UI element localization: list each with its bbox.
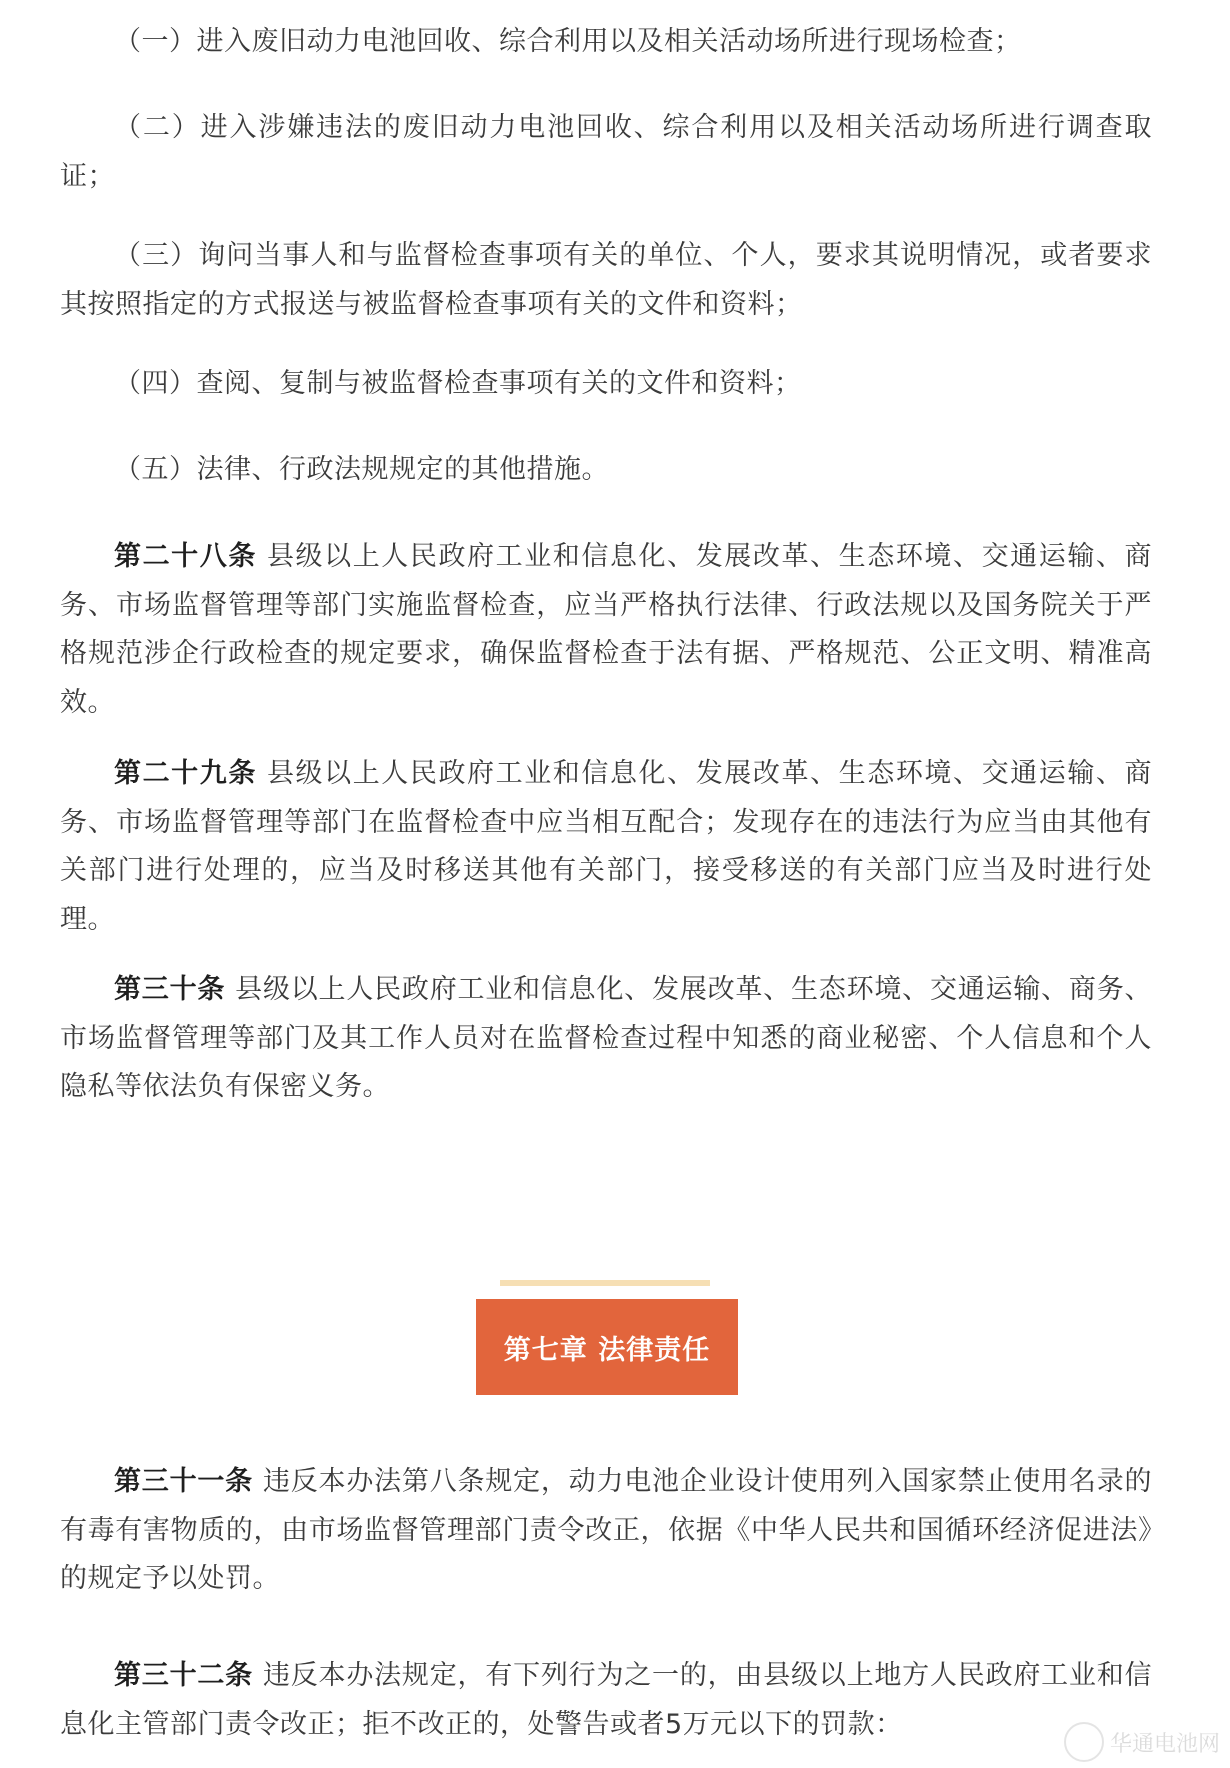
article-30 xyxy=(60,966,1152,1112)
list-item-3: （三）询问当事人和与监督检查事项有关的单位、个人，要求其说明情况，或者要求其按照指定的方式报送与被监督检查事项有关的文件和资料； xyxy=(60,240,1152,320)
article-31 xyxy=(60,1458,1152,1604)
article-28 xyxy=(60,533,1152,727)
article-title: 第三十一条 xyxy=(114,1466,253,1497)
article-title: 第二十八条 xyxy=(114,541,257,572)
article-title: 第三十二条 xyxy=(114,1660,253,1691)
chapter-decoration-bar xyxy=(500,1280,710,1286)
article-text: 县级以上人民政府工业和信息化、发展改革、生态环境、交通运输、商务、市场监督管理等部门在监督检查中应当相互配合；发现存在的违法行为应当由其他有关部门进行处理的，应当及时移送其他有关部门，接受移送的有关部门应当及时进行处理。 xyxy=(60,758,1153,935)
list-item-5: （五）法律、行政法规规定的其他措施。 xyxy=(114,454,609,485)
watermark xyxy=(1064,1722,1220,1762)
article-29 xyxy=(60,750,1152,944)
article-text: 违反本办法第八条规定，动力电池企业设计使用列入国家禁止使用名录的有毒有害物质的，由市场监督管理部门责令改正，依据《中华人民共和国循环经济促进法》的规定予以处罚。 xyxy=(60,1466,1153,1594)
list-item-4: （四）查阅、复制与被监督检查事项有关的文件和资料； xyxy=(114,368,802,399)
article-title: 第二十九条 xyxy=(114,758,257,789)
article-text: 县级以上人民政府工业和信息化、发展改革、生态环境、交通运输、商务、市场监督管理等部门及其工作人员对在监督检查过程中知悉的商业秘密、个人信息和个人隐私等依法负有保密义务。 xyxy=(60,974,1153,1102)
watermark-logo-icon xyxy=(1064,1722,1104,1762)
list-item-2: （二）进入涉嫌违法的废旧动力电池回收、综合利用以及相关活动场所进行调查取证； xyxy=(60,112,1152,192)
watermark-text: 华通电池网 xyxy=(1109,1731,1220,1757)
chapter-heading: 第七章 法律责任 xyxy=(476,1299,738,1395)
article-32 xyxy=(60,1652,1152,1749)
list-item-1: （一）进入废旧动力电池回收、综合利用以及相关活动场所进行现场检查； xyxy=(114,26,1022,57)
article-text: 违反本办法规定，有下列行为之一的，由县级以上地方人民政府工业和信息化主管部门责令改正；拒不改正的，处警告或者5万元以下的罚款： xyxy=(60,1660,1153,1740)
article-title: 第三十条 xyxy=(114,974,226,1005)
article-text: 县级以上人民政府工业和信息化、发展改革、生态环境、交通运输、商务、市场监督管理等部门实施监督检查，应当严格执行法律、行政法规以及国务院关于严格规范涉企行政检查的规定要求，确保监督检查于法有据、严格规范、公正文明、精准高效。 xyxy=(60,541,1153,718)
